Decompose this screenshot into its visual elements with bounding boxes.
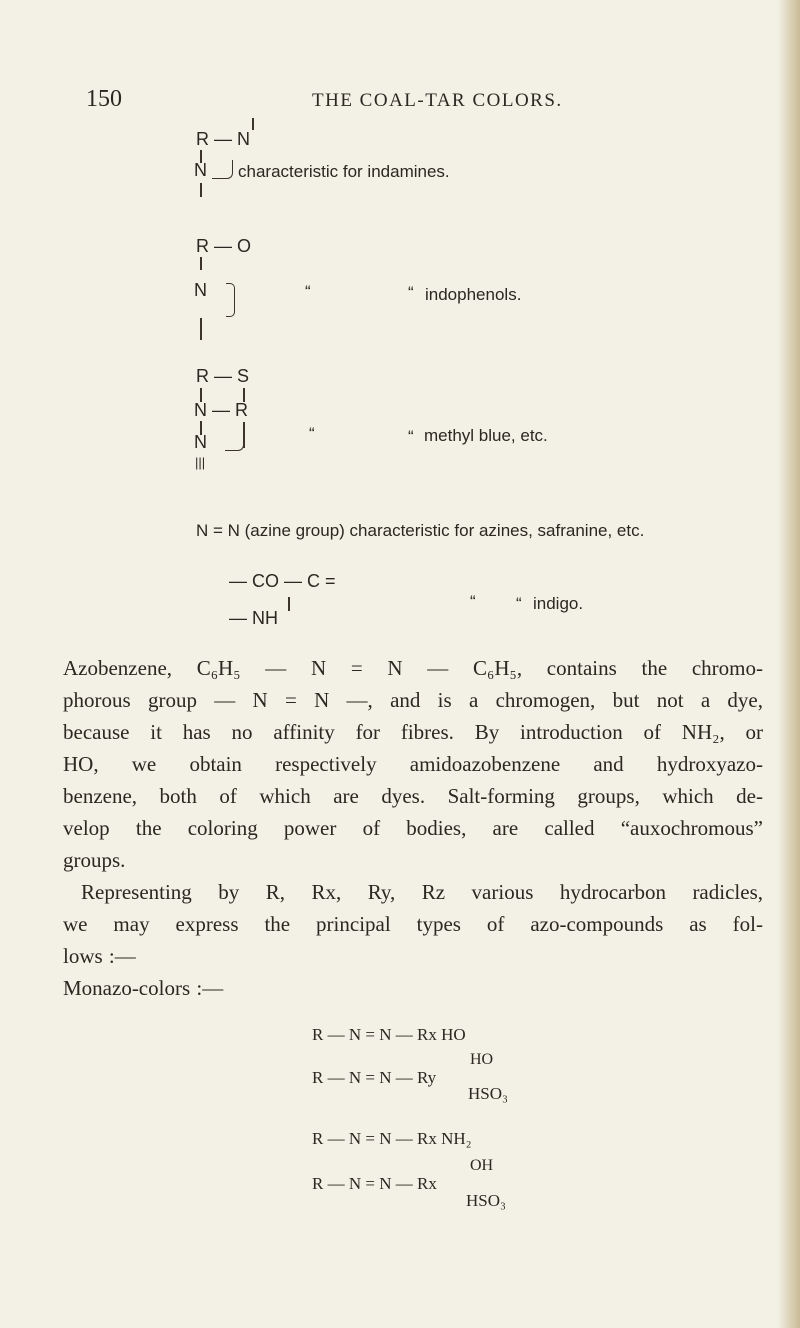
text-line: Representing by R, Rx, Ry, Rz various hydrocarbon radicles, [81,880,763,904]
ditto-mark: “ [470,592,476,611]
text-line: phorous group — N = N —, and is a chromogen, but not a dye, [63,688,763,712]
ring-bracket [212,160,233,179]
formula-text: N [194,280,207,300]
monazo-heading: Monazo-colors :— [63,976,224,1000]
triple-bond: ||| [195,455,206,470]
bond-line [200,257,202,270]
ditto-mark: “ [516,594,522,613]
azine-line: N = N (azine group) characteristic for azines, safranine, etc. [196,521,645,540]
azo-formula-lower: HSO₃ [468,1084,508,1103]
formula-caption: characteristic for indamines. [238,162,450,181]
text-line: we may express the principal types of azo-compounds as fol- [63,912,763,936]
text-line: Azobenzene, C₆H₅ — N = N — C₆H₅, contains the chromo- [63,656,763,680]
formula-text: R — S [196,366,250,386]
formula-text: N [194,432,207,452]
text-line: groups. [63,848,126,872]
running-title: THE COAL-TAR COLORS. [312,90,563,111]
page-number: 150 [86,86,122,112]
azo-formula-upper: HO [470,1051,494,1068]
formula-text: N — R [194,400,248,420]
azo-formula: R — N = N — Rx HO [312,1025,466,1044]
ditto-mark: “ [408,283,414,302]
azo-formula: R — N = N — Ry [312,1068,437,1087]
formula-caption: methyl blue, etc. [424,426,548,445]
text-line: benzene, both of which are dyes. Salt-forming groups, which de- [63,784,763,808]
paragraph-radicles [63,876,763,972]
azo-formula-upper: OH [470,1157,494,1174]
bond-line [288,597,290,611]
page-edge-shadow [778,0,800,1328]
ditto-mark: “ [305,282,311,301]
formula-caption: indophenols. [425,285,522,304]
azo-formula: R — N = N — Rx NH₂ [312,1129,472,1148]
text-line: lows :— [63,944,136,968]
formula-text: N [194,160,207,180]
formula-text: — CO — C = [229,571,336,591]
formula-caption: indigo. [533,594,584,613]
text-line: HO, we obtain respectively amidoazobenzene and hydroxyazo- [63,752,763,776]
formula-text: R — N [196,129,250,149]
ditto-mark: “ [408,427,414,446]
formula-text: — NH [229,608,278,628]
formula-text: R — O [196,236,252,256]
ring-bracket [225,440,244,451]
ditto-mark: “ [309,424,315,443]
text-line: velop the coloring power of bodies, are called “auxochromous” [63,816,763,840]
ring-bracket [226,283,235,317]
azo-formula: R — N = N — Rx [312,1174,437,1193]
text-line: because it has no affinity for fibres. By introduction of NH₂, or [63,720,763,744]
paragraph-azobenzene [63,652,763,876]
azo-formula-lower: HSO₃ [466,1191,506,1210]
bond-line [200,183,202,197]
bond-line [200,318,202,340]
bond-line [252,118,254,130]
